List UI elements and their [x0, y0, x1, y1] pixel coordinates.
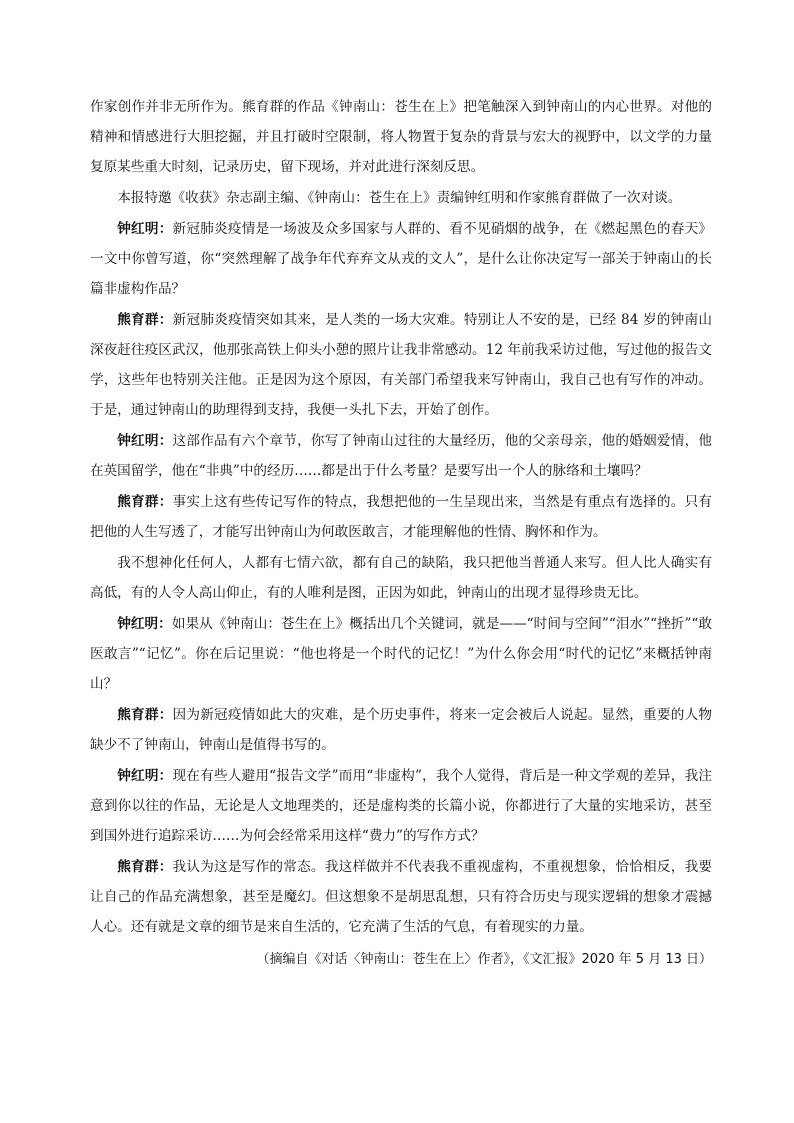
dialogue-text: 事实上这有些传记写作的特点，我想把他的一生呈现出来，当然是有重点有选择的。只有把他的人生写透了，才能写出钟南山为何敢医敢言，才能理解他的性情、胸怀和作为。 [90, 494, 713, 540]
dialogue-paragraph [90, 700, 712, 760]
dialogue-text: 如果从《钟南山：苍生在上》概括出几个关键词，就是——“时间与空间”“泪水”“挫折”“敢医敢言”“记忆”。你在后记里说：“他也将是一个时代的记忆！”为什么你会用“时代的记忆”来概括钟南山？ [90, 616, 713, 692]
speaker-name: 钟红明： [117, 433, 173, 449]
dialogue-paragraph [90, 214, 712, 304]
dialogue-text: 我不想神化任何人，人都有七情六欲，都有自己的缺陷，我只把他当普通人来写。但人比人确实有高低，有的人令人高山仰止，有的人唯利是图，正因为如此，钟南山的出现才显得珍贵无比。 [90, 555, 712, 601]
dialogue-text: 因为新冠疫情如此大的灾难，是个历史事件，将来一定会被后人说起。显然，重要的人物缺少不了钟南山，钟南山是值得书写的。 [90, 707, 713, 753]
dialogue-paragraph [90, 609, 712, 699]
speaker-name: 熊育群： [117, 707, 173, 723]
speaker-name: 钟红明： [117, 221, 173, 237]
dialogue-text: 新冠肺炎疫情突如其来，是人类的一场大灾难。特别让人不安的是，已经 84 岁的钟南山深夜赶往疫区武汉，他那张高铁上仰头小憩的照片让我非常感动。12 年前我采访过他，写过他的报告文学，这些年也特别关注他。正是因为这个原因，有关部门希望我来写钟南山，我自己也有写作的冲动。于是，通过钟南山的助理得到支持，我便一头扎下去，开始了创作。 [90, 312, 713, 418]
source-citation: （摘编自《对话〈钟南山：苍生在上〉作者》，《文汇报》2020 年 5 月 13 日） [256, 952, 712, 967]
dialogue-text: 现在有些人避用“报告文学”而用“非虚构”，我个人觉得，背后是一种文学观的差异，我注意到你以往的作品，无论是人文地理类的，还是虚构类的长篇小说，你都进行了大量的实地采访，甚至到国外进行追踪采访……为何会经常采用这样“费力”的写作方式？ [90, 768, 713, 844]
speaker-name: 钟红明： [117, 616, 172, 632]
speaker-name: 钟红明： [117, 768, 173, 784]
speaker-name: 熊育群： [117, 859, 173, 875]
dialogue-text: 新冠肺炎疫情是一场波及众多国家与人群的、看不见硝烟的战争，在《燃起黑色的春天》一文中你曾写道，你“突然理解了战争年代弃弃文从戎的文人”，是什么让你决定写一部关于钟南山的长篇非虚构作品？ [90, 221, 713, 297]
intro-paragraph: 作家创作并非无所作为。熊育群的作品《钟南山：苍生在上》把笔触深入到钟南山的内心世界。对他的精神和情感进行大胆挖掘，并且打破时空限制，将人物置于复杂的背景与宏大的视野中，以文学的力量复原某些重大时刻，记录历史，留下现场，并对此进行深刻反思。 [90, 99, 712, 175]
dialogue-paragraph [90, 852, 712, 942]
speaker-name: 熊育群： [117, 494, 173, 510]
speaker-name: 熊育群： [117, 312, 173, 328]
dialogue-text: 这部作品有六个章节，你写了钟南山过往的大量经历，他的父亲母亲，他的婚姻爱情，他在英国留学，他在“非典”中的经历……都是出于什么考量？是要写出一个人的脉络和土壤吗？ [90, 433, 713, 479]
dialogue-paragraph [90, 548, 712, 608]
intro-paragraph: 本报特邀《收获》杂志副主编、《钟南山：苍生在上》责编钟红明和作家熊育群做了一次对谈。 [117, 190, 682, 206]
dialogue-paragraph [90, 487, 712, 547]
dialogue-paragraph [90, 305, 712, 425]
article-body [90, 92, 712, 975]
dialogue-paragraph [90, 761, 712, 851]
dialogue-text: 我认为这是写作的常态。我这样做并不代表我不重视虚构，不重视想象，恰恰相反，我要让自己的作品充满想象，甚至是魔幻。但这想象不是胡思乱想，只有符合历史与现实逻辑的想象才震撼人心。还有就是文章的细节是来自生活的，它充满了生活的气息，有着现实的力量。 [90, 859, 713, 935]
dialogue-paragraph [90, 426, 712, 486]
